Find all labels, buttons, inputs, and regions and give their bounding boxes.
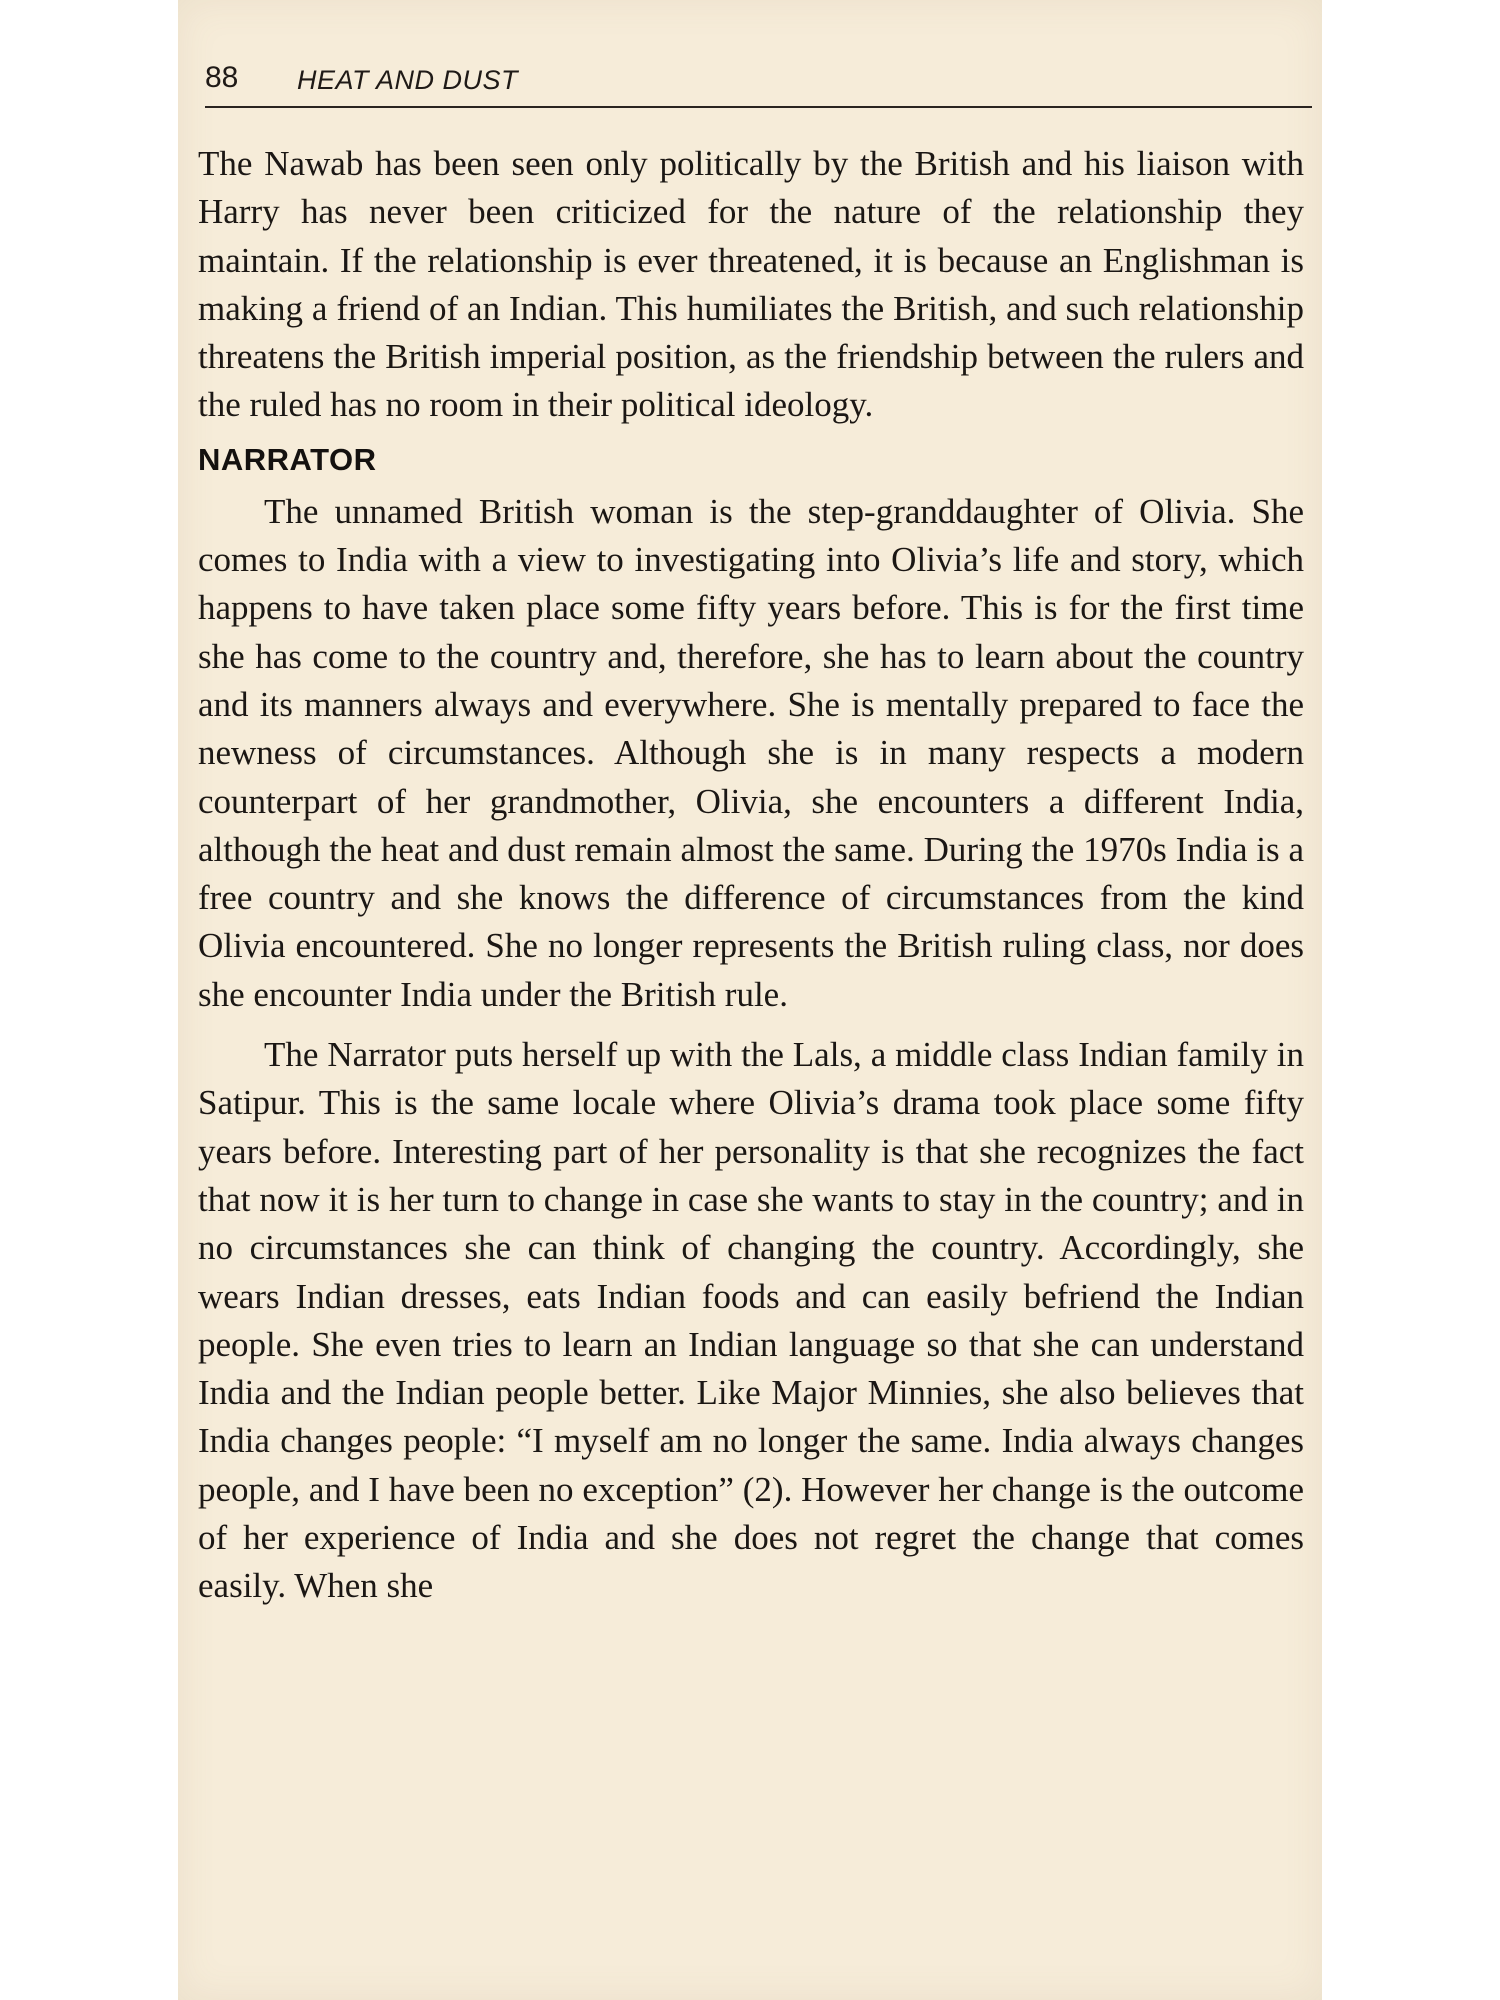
section-heading-narrator: NARRATOR bbox=[198, 441, 377, 477]
running-header bbox=[205, 58, 1312, 108]
paragraph-narrator-lals: The Narrator puts herself up with the Lals, a middle class Indian family in Satipur. This is the same locale where Olivia’s drama took place some fifty years before. Interesting part of her personality is that she recognizes the fact that now it is her turn to change in case she wants to stay in the country; and in no circumstances she can think of changing the country. Accordingly, she wears Indian dresses, eats Indian foods and can easily befriend the Indian people. She even tries to learn an Indian language so that she can understand India and the Indian people better. Like Major Minnies, she also believes that India changes people: “I myself am no longer the same. India always changes people, and I have been no exception” (2). However her change is the outcome of her experience of India and she does not regret the change that comes easily. When she bbox=[198, 1035, 1304, 1606]
running-title: HEAT AND DUST bbox=[297, 65, 519, 95]
paragraph-nawab: The Nawab has been seen only politically by the British and his liaison with Harry has never been criticized for the nature of the relationship they maintain. If the relationship is ever threatened, it is because an Englishman is making a friend of an Indian. This humiliates the British, and such relationship threatens the British imperial position, as the friendship between the rulers and the ruled has no room in their political ideology. bbox=[198, 144, 1304, 425]
body-text bbox=[198, 140, 1304, 1611]
paragraph-narrator-intro: The unnamed British woman is the step-granddaughter of Olivia. She comes to India with a view to investigating into Olivia’s life and story, which happens to have taken place some fifty years before. This is for the first time she has come to the country and, therefore, she has to learn about the country and its manners always and everywhere. She is mentally prepared to face the newness of circumstances. Although she is in many respects a modern counterpart of her grandmother, Olivia, she encounters a different India, although the heat and dust remain almost the same. During the 1970s India is a free country and she knows the difference of circumstances from the kind Olivia encountered. She no longer represents the British ruling class, nor does she encounter India under the British rule. bbox=[198, 491, 1304, 1014]
page-number: 88 bbox=[205, 61, 239, 94]
